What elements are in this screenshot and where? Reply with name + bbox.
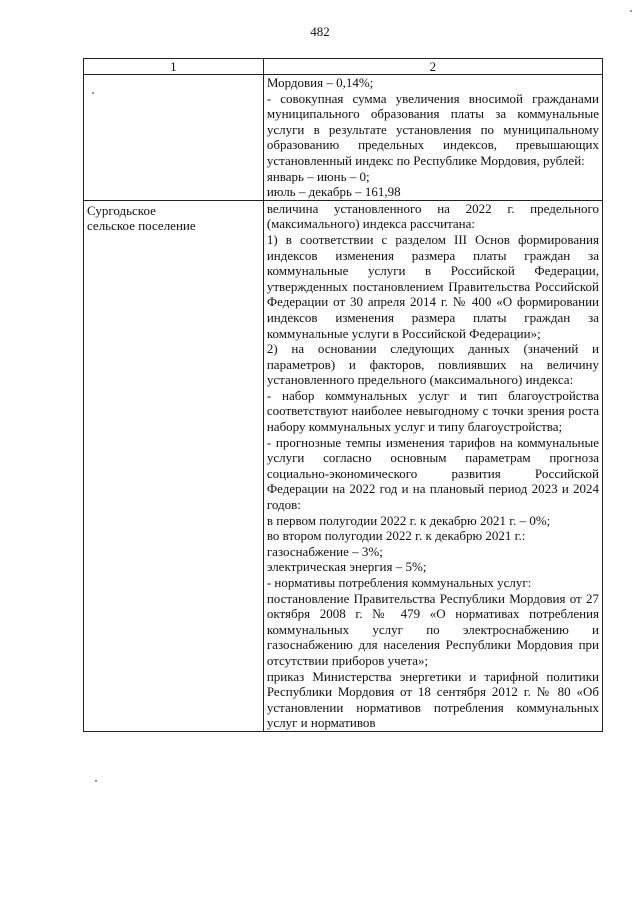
row2-name-line: Сургодьское [87, 202, 156, 218]
row2-line: - прогнозные темпы изменения тарифов на коммунальные услуги согласно основным параметрам прогноза социально-экономического развития Российской Федерации на 2022 год и на плановый период 2023 и 2024 годов: [266, 434, 599, 513]
header-col-1: 1 [84, 59, 264, 75]
table-row [84, 200, 603, 731]
document-table [83, 58, 603, 732]
row2-line: в первом полугодии 2022 г. к декабрю 2021 г. – 0%; [266, 512, 551, 528]
row1-line: Мордовия – 0,14%; [266, 75, 374, 90]
row2-line: 1) в соответствии с разделом III Основ формирования индексов изменения размера платы граждан за коммунальные услуги в Российской Федерации, утвержденных постановлением Правительства Российской Федерации от 30 апреля 2014 г. № 400 «О формировании индексов изменения размера платы граждан за коммунальные услуги в Российской Федерации»; [266, 231, 599, 341]
row2-content-cell [263, 200, 602, 731]
row2-line: величина установленного на 2022 г. предельного (максимального) индекса рассчитана: [266, 200, 599, 232]
header-col-2: 2 [263, 59, 602, 75]
row2-line: во втором полугодии 2022 г. к декабрю 2021 г.: [266, 528, 526, 544]
row1-line: - совокупная сумма увеличения вносимой гражданами муниципального образования платы за коммунальные услуги в результате установления по муниципальному образованию предельных индексов, превышающих установленный индекс по Республике Мордовия, рублей: [266, 90, 599, 168]
page-number: 482 [310, 24, 330, 39]
row2-line: 2) на основании следующих данных (значений и параметров) и факторов, повлиявших на величину установленного предельного (максимального) индекса: [266, 341, 599, 388]
row2-name-cell [84, 200, 264, 731]
row2-line: постановление Правительства Республики Мордовия от 27 октября 2008 г. № 479 «О нормативах потребления коммунальных услуг по электроснабжению и газоснабжению для населения Республики Мордовия при отсутствии приборов учета»; [266, 590, 599, 668]
row2-line: приказ Министерства энергетики и тарифной политики Республики Мордовия от 18 сентября 2012 г. № 80 «Об установлении нормативов потребления коммунальных услуг и нормативов [266, 668, 599, 731]
scan-speck [630, 10, 632, 12]
row1-line: январь – июнь – 0; [266, 168, 370, 184]
row2-name-line: сельское поселение [87, 218, 196, 234]
row1-line: июль – декабрь – 161,98 [266, 184, 401, 200]
scan-speck [92, 92, 94, 94]
row2-line: газоснабжение – 3%; [266, 543, 383, 559]
scan-speck [95, 780, 97, 782]
table-row [84, 75, 603, 201]
row1-content-cell [263, 75, 602, 201]
table-header-row [84, 59, 603, 75]
row2-line: - нормативы потребления коммунальных услуг: [266, 575, 532, 590]
row2-line: - набор коммунальных услуг и тип благоустройства соответствуют наиболее невыгодному с точки зрения роста набору коммунальных услуг и типу благоустройства; [266, 387, 599, 435]
row1-name-cell [84, 75, 264, 201]
row2-line: электрическая энергия – 5%; [266, 559, 427, 575]
